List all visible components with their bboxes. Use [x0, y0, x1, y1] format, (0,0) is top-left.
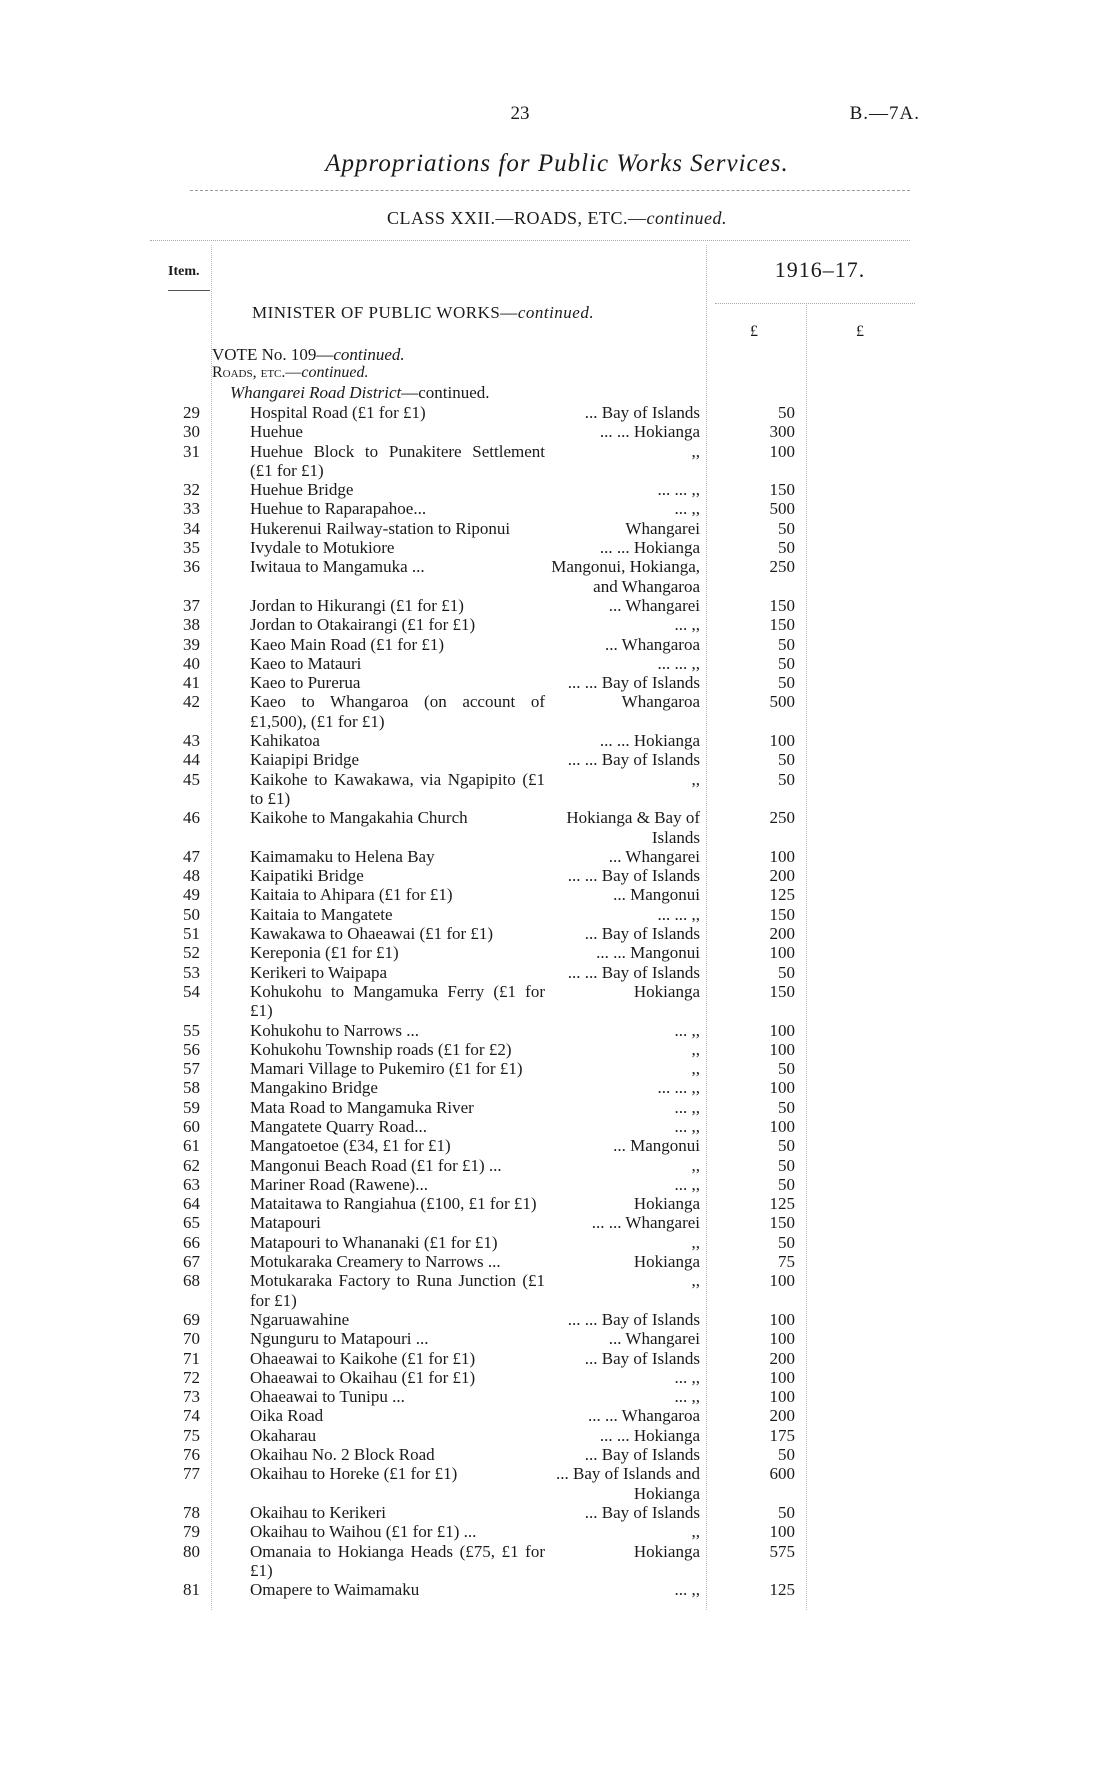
road-description: Kaimamaku to Helena Bay [250, 846, 435, 866]
road-description: Jordan to Hikurangi (£1 for £1) [250, 595, 464, 615]
table-row [0, 963, 1114, 982]
amount: 150 [769, 981, 795, 1001]
amount: 150 [769, 904, 795, 924]
road-description: Ngaruawahine [250, 1309, 350, 1329]
district-name: ... Bay of Islands and Hokianga [555, 1464, 700, 1503]
road-description: Mangatete Quarry Road... [250, 1116, 428, 1136]
table-row [0, 635, 1114, 654]
district-name: ... Mangonui [613, 1136, 700, 1156]
road-description: Ngunguru to Matapouri ... [250, 1329, 429, 1349]
table-row [0, 403, 1114, 422]
road-description: Matapouri to Whananaki (£1 for £1) [250, 1232, 498, 1252]
road-description: Ohaeawai to Tunipu ... [250, 1387, 405, 1407]
item-number: 80 [183, 1541, 200, 1561]
amount: 50 [778, 673, 795, 693]
item-number: 32 [183, 480, 200, 500]
amount: 100 [769, 731, 795, 751]
table-row [0, 615, 1114, 634]
amount: 50 [778, 538, 795, 558]
district-name: ,, [691, 1039, 700, 1059]
table-row [0, 1040, 1114, 1059]
district-name: ... Bay of Islands [584, 403, 700, 422]
road-description: Kohukohu Township roads (£1 for £2) [250, 1039, 512, 1059]
road-description: Kaitaia to Ahipara (£1 for £1) [250, 885, 453, 905]
item-number: 44 [183, 750, 200, 770]
table-row [0, 538, 1114, 557]
district-name: ... ,, [674, 1020, 700, 1040]
class-heading-main: CLASS XXII.—ROADS, ETC.— [386, 208, 647, 228]
item-header-underline [168, 290, 210, 291]
road-description: Matapouri [250, 1213, 321, 1233]
district-name: ... ... Hokianga [599, 731, 700, 751]
amount: 100 [769, 1020, 795, 1040]
road-description: Oika Road [250, 1406, 324, 1426]
table-row [0, 847, 1114, 866]
item-number: 36 [183, 557, 200, 577]
district-name: ... ... Hokianga [599, 538, 700, 558]
table-row [0, 1445, 1114, 1464]
amount: 100 [769, 1116, 795, 1136]
district-name: ... Whangarei [608, 846, 700, 866]
road-description: Omapere to Waimamaku [250, 1580, 420, 1600]
table-row [0, 519, 1114, 538]
road-description: Mariner Road (Rawene)... [250, 1174, 428, 1194]
district-name: ... ... Bay of Islands [567, 673, 700, 693]
district-name: ... ... ,, [657, 904, 700, 924]
table-row [0, 1464, 1114, 1503]
table-row [0, 1329, 1114, 1348]
table-row [0, 1233, 1114, 1252]
district-heading-continued: —continued. [401, 383, 490, 402]
amount: 600 [769, 1464, 795, 1484]
district-name: ... Whangarei [608, 1329, 700, 1349]
table-row [0, 1580, 1114, 1599]
roads-heading [212, 364, 369, 382]
road-description: Hukerenui Railway-station to Riponui [250, 518, 511, 538]
amount: 100 [769, 1522, 795, 1542]
district-name: Hokianga [633, 1194, 700, 1214]
appropriation-table [0, 403, 1114, 1599]
district-name: ... Bay of Islands [584, 1502, 700, 1522]
road-description: Mata Road to Mangamuka River [250, 1097, 474, 1117]
item-number: 41 [183, 673, 200, 693]
road-description: Kaiapipi Bridge [250, 750, 360, 770]
road-description: Omanaia to Hokianga Heads (£75, £1 for £1) [250, 1541, 545, 1580]
table-row [0, 1542, 1114, 1581]
road-description: Kereponia (£1 for £1) [250, 943, 399, 963]
table-row [0, 480, 1114, 499]
table-row [0, 442, 1114, 481]
minister-heading-main: MINISTER OF PUBLIC WORKS— [252, 303, 518, 322]
road-description: Okaihau to Kerikeri [250, 1502, 386, 1522]
minister-heading [252, 303, 594, 323]
table-row [0, 770, 1114, 809]
table-row [0, 1136, 1114, 1155]
road-description: Kahikatoa [250, 731, 320, 751]
road-description: Kohukohu to Mangamuka Ferry (£1 for £1) [250, 981, 545, 1021]
district-name: ... ,, [674, 1367, 700, 1387]
item-number: 48 [183, 866, 200, 886]
district-name: ... ,, [674, 1174, 700, 1194]
amount: 50 [778, 1155, 795, 1175]
amount: 175 [769, 1425, 795, 1445]
table-row [0, 1368, 1114, 1387]
road-description: Kaikohe to Kawakawa, via Ngapipito (£1 to £1) [250, 769, 545, 808]
district-heading-name: Whangarei Road District [230, 383, 402, 402]
district-name: ,, [691, 441, 700, 461]
item-number: 47 [183, 846, 200, 866]
item-number: 75 [183, 1425, 200, 1445]
year-column-header: 1916–17. [774, 257, 866, 282]
district-name: Hokianga [633, 1541, 700, 1561]
district-name: ... Bay of Islands [584, 1445, 700, 1465]
table-row [0, 731, 1114, 750]
road-description: Kawakawa to Ohaeawai (£1 for £1) [250, 924, 494, 944]
amount: 125 [769, 885, 795, 905]
road-description: Mataitawa to Rangiahua (£100, £1 for £1) [250, 1194, 537, 1214]
table-row [0, 1078, 1114, 1097]
amount: 100 [769, 1367, 795, 1387]
amount: 100 [769, 1329, 795, 1349]
road-description: Mangonui Beach Road (£1 for £1) ... [250, 1155, 502, 1175]
class-heading-continued: continued. [646, 208, 727, 228]
amount: 50 [778, 634, 795, 654]
amount: 200 [769, 866, 795, 886]
year-header-divider [715, 303, 915, 304]
item-number: 40 [183, 653, 200, 673]
amount: 50 [778, 1059, 795, 1079]
district-name: ... ... ,, [657, 1078, 700, 1098]
page-number: 23 [510, 103, 530, 124]
item-number: 69 [183, 1309, 200, 1329]
table-row [0, 596, 1114, 615]
amount: 50 [778, 403, 795, 422]
heading-divider [150, 240, 910, 241]
roads-heading-continued: continued. [301, 364, 369, 381]
item-number: 29 [183, 403, 200, 422]
road-description: Kaeo to Whangaroa (on account of £1,500), (£1 for £1) [250, 692, 545, 731]
amount: 250 [769, 557, 795, 577]
district-name: ,, [691, 1232, 700, 1252]
amount: 100 [769, 1271, 795, 1291]
amount: 200 [769, 1406, 795, 1426]
road-description: Iwitaua to Mangamuka ... [250, 557, 425, 577]
amount: 50 [778, 1232, 795, 1252]
district-name: Whangaroa [621, 692, 700, 712]
table-row [0, 1021, 1114, 1040]
item-number: 42 [183, 692, 200, 712]
item-number: 67 [183, 1252, 200, 1272]
district-name: Whangarei [625, 518, 700, 538]
amount: 125 [769, 1194, 795, 1214]
district-name: ,, [691, 1522, 700, 1542]
item-number: 38 [183, 615, 200, 635]
district-name: ... Whangaroa [604, 634, 700, 654]
amount: 500 [769, 499, 795, 519]
item-number: 78 [183, 1502, 200, 1522]
amount: 100 [769, 1309, 795, 1329]
table-row [0, 499, 1114, 518]
item-number: 72 [183, 1367, 200, 1387]
amount: 125 [769, 1580, 795, 1600]
amount: 100 [769, 1387, 795, 1407]
district-name: ... ,, [674, 499, 700, 519]
item-number: 70 [183, 1329, 200, 1349]
item-number: 77 [183, 1464, 200, 1484]
road-description: Ivydale to Motukiore [250, 538, 395, 558]
district-name: ... ... Bay of Islands [567, 1309, 700, 1329]
road-description: Huehue to Raparapahoe... [250, 499, 427, 519]
amount: 50 [778, 769, 795, 789]
minister-heading-continued: continued. [517, 303, 595, 322]
table-row [0, 1098, 1114, 1117]
district-name: ,, [691, 1155, 700, 1175]
road-description: Kaitaia to Mangatete [250, 904, 393, 924]
amount: 100 [769, 943, 795, 963]
table-row [0, 1310, 1114, 1329]
amount: 200 [769, 924, 795, 944]
district-name: ... ,, [674, 1580, 700, 1600]
amount: 50 [778, 1136, 795, 1156]
amount: 150 [769, 615, 795, 635]
table-row [0, 982, 1114, 1021]
item-number: 39 [183, 634, 200, 654]
road-description: Huehue Bridge [250, 480, 354, 500]
district-name: Hokianga & Bay of Islands [566, 808, 700, 847]
roads-heading-main: Roads, etc.— [212, 364, 302, 381]
table-row [0, 1406, 1114, 1425]
amount: 50 [778, 962, 795, 982]
district-name: ,, [691, 769, 700, 789]
table-row [0, 885, 1114, 904]
table-row [0, 1194, 1114, 1213]
class-heading [0, 208, 1114, 229]
district-name: ,, [691, 1059, 700, 1079]
item-number: 45 [183, 769, 200, 789]
road-description: Huehue [250, 422, 303, 442]
item-number: 73 [183, 1387, 200, 1407]
table-row [0, 422, 1114, 441]
district-name: ... ... Bay of Islands [567, 866, 700, 886]
table-row [0, 750, 1114, 769]
amount: 50 [778, 653, 795, 673]
table-row [0, 1156, 1114, 1175]
item-number: 51 [183, 924, 200, 944]
table-row [0, 905, 1114, 924]
district-name: ... ... Bay of Islands [567, 750, 700, 770]
item-number: 34 [183, 518, 200, 538]
amount: 50 [778, 750, 795, 770]
table-row [0, 1349, 1114, 1368]
road-description: Hospital Road (£1 for £1) [250, 403, 426, 422]
district-name: Mangonui, Hokianga, and Whangaroa [551, 557, 700, 596]
item-number: 50 [183, 904, 200, 924]
road-description: Ohaeawai to Kaikohe (£1 for £1) [250, 1348, 476, 1368]
road-description: Okaihau to Waihou (£1 for £1) ... [250, 1522, 477, 1542]
road-description: Huehue Block to Punakitere Settlement (£1 for £1) [250, 441, 545, 480]
district-name: ... Bay of Islands [584, 1348, 700, 1368]
item-number: 76 [183, 1445, 200, 1465]
table-row [0, 1426, 1114, 1445]
amount: 100 [769, 846, 795, 866]
table-row [0, 673, 1114, 692]
item-number: 66 [183, 1232, 200, 1252]
page-title: Appropriations for Public Works Services. [325, 150, 789, 177]
district-name: ... ,, [674, 1116, 700, 1136]
item-number: 57 [183, 1059, 200, 1079]
district-name: ... Bay of Islands [584, 924, 700, 944]
road-description: Motukaraka Factory to Runa Junction (£1 for £1) [250, 1271, 545, 1310]
road-description: Kohukohu to Narrows ... [250, 1020, 420, 1040]
item-number: 79 [183, 1522, 200, 1542]
item-number: 81 [183, 1580, 200, 1600]
item-number: 74 [183, 1406, 200, 1426]
amount: 50 [778, 1445, 795, 1465]
table-row [0, 1175, 1114, 1194]
item-column-header: Item. [168, 264, 200, 279]
district-name: ... Whangarei [608, 595, 700, 615]
road-description: Mamari Village to Pukemiro (£1 for £1) [250, 1059, 523, 1079]
amount: 250 [769, 808, 795, 828]
road-description: Kaeo Main Road (£1 for £1) [250, 634, 445, 654]
item-number: 61 [183, 1136, 200, 1156]
amount: 100 [769, 441, 795, 461]
item-number: 64 [183, 1194, 200, 1214]
amount: 50 [778, 1502, 795, 1522]
table-row [0, 1117, 1114, 1136]
amount: 100 [769, 1039, 795, 1059]
table-row [0, 1387, 1114, 1406]
currency-symbol-2: £ [856, 323, 864, 340]
district-name: ... ... Mangonui [596, 943, 700, 963]
table-row [0, 866, 1114, 885]
table-row [0, 654, 1114, 673]
amount: 500 [769, 692, 795, 712]
road-description: Okaihau No. 2 Block Road [250, 1445, 435, 1465]
vote-heading-main: VOTE No. 109— [212, 345, 334, 364]
table-row [0, 1271, 1114, 1310]
district-name: ... ... ,, [657, 480, 700, 500]
road-description: Mangakino Bridge [250, 1078, 378, 1098]
item-number: 52 [183, 943, 200, 963]
table-row [0, 808, 1114, 847]
district-name: ... ... Hokianga [599, 1425, 700, 1445]
item-number: 60 [183, 1116, 200, 1136]
table-row [0, 557, 1114, 596]
district-heading [230, 383, 490, 403]
item-number: 62 [183, 1155, 200, 1175]
amount: 150 [769, 480, 795, 500]
road-description: Okaihau to Horeke (£1 for £1) [250, 1464, 458, 1484]
item-number: 56 [183, 1039, 200, 1059]
item-number: 31 [183, 441, 200, 461]
item-number: 53 [183, 962, 200, 982]
road-description: Kaikohe to Mangakahia Church [250, 808, 468, 828]
table-row [0, 1252, 1114, 1271]
road-description: Kaipatiki Bridge [250, 866, 364, 886]
district-name: ... ... Bay of Islands [567, 962, 700, 982]
document-reference: B.—7A. [849, 103, 920, 124]
item-number: 63 [183, 1174, 200, 1194]
item-number: 59 [183, 1097, 200, 1117]
amount: 150 [769, 595, 795, 615]
table-row [0, 924, 1114, 943]
district-name: Hokianga [633, 1252, 700, 1272]
amount: 150 [769, 1213, 795, 1233]
table-row [0, 1522, 1114, 1541]
road-description: Kaeo to Purerua [250, 673, 361, 693]
item-number: 35 [183, 538, 200, 558]
road-description: Jordan to Otakairangi (£1 for £1) [250, 615, 476, 635]
item-number: 58 [183, 1078, 200, 1098]
item-number: 37 [183, 595, 200, 615]
district-name: ... ,, [674, 1387, 700, 1407]
road-description: Kerikeri to Waipapa [250, 962, 388, 982]
item-number: 46 [183, 808, 200, 828]
district-name: ... ,, [674, 615, 700, 635]
district-name: ... ... ,, [657, 653, 700, 673]
amount: 200 [769, 1348, 795, 1368]
district-name: Hokianga [633, 981, 700, 1001]
amount: 100 [769, 1078, 795, 1098]
item-number: 33 [183, 499, 200, 519]
amount: 75 [778, 1252, 795, 1272]
district-name: ... ... Whangarei [591, 1213, 700, 1233]
item-number: 65 [183, 1213, 200, 1233]
road-description: Okaharau [250, 1425, 317, 1445]
table-row [0, 692, 1114, 731]
item-number: 54 [183, 981, 200, 1001]
road-description: Mangatoetoe (£34, £1 for £1) [250, 1136, 451, 1156]
table-row [0, 1213, 1114, 1232]
road-description: Motukaraka Creamery to Narrows ... [250, 1252, 501, 1272]
table-row [0, 943, 1114, 962]
amount: 300 [769, 422, 795, 442]
district-name: ... ... Hokianga [599, 422, 700, 442]
district-name: ... Mangonui [613, 885, 700, 905]
district-name: ,, [691, 1271, 700, 1291]
amount: 575 [769, 1541, 795, 1561]
vote-heading [212, 345, 405, 365]
amount: 50 [778, 518, 795, 538]
amount: 50 [778, 1174, 795, 1194]
table-row [0, 1059, 1114, 1078]
item-number: 49 [183, 885, 200, 905]
amount: 50 [778, 1097, 795, 1117]
item-number: 68 [183, 1271, 200, 1291]
district-name: ... ,, [674, 1097, 700, 1117]
road-description: Kaeo to Matauri [250, 653, 362, 673]
item-number: 30 [183, 422, 200, 442]
district-name: ... ... Whangaroa [587, 1406, 700, 1426]
currency-symbol-1: £ [750, 323, 758, 340]
item-number: 55 [183, 1020, 200, 1040]
item-number: 43 [183, 731, 200, 751]
road-description: Ohaeawai to Okaihau (£1 for £1) [250, 1367, 476, 1387]
vote-heading-continued: continued. [333, 345, 405, 364]
title-divider [190, 190, 910, 191]
table-row [0, 1503, 1114, 1522]
item-number: 71 [183, 1348, 200, 1368]
